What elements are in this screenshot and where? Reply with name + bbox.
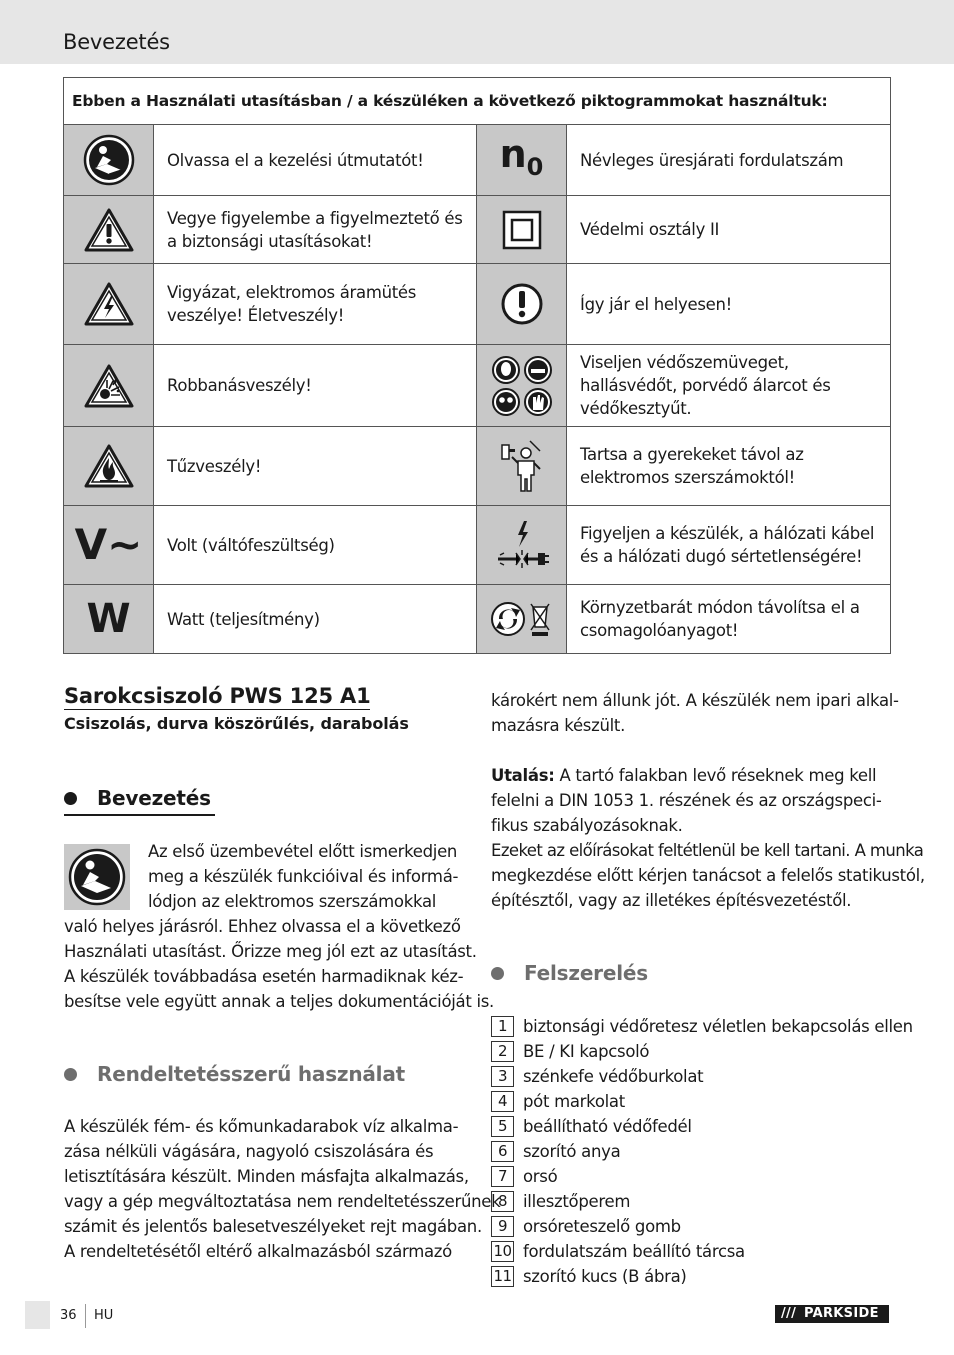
- text-line: való helyes járásról. Ehhez olvassa el a következő: [64, 917, 461, 936]
- text-line: építésztől, vagy az illetékes építésvezetéstől.: [491, 891, 852, 910]
- text-line: felelni a DIN 1053 1. részének és az országspeci-: [491, 791, 882, 810]
- pictogram-text: Volt (váltófeszültség): [154, 506, 477, 585]
- keep-children-away-icon: [477, 427, 567, 506]
- footer-marker: [25, 1301, 50, 1329]
- table-row: [64, 264, 891, 345]
- watt-icon: W: [64, 585, 154, 654]
- pictogram-text: Tartsa a gyerekeket távol az elektromos szerszámoktól!: [567, 427, 891, 506]
- recycling-icon: [477, 585, 567, 654]
- intro-text-beside-icon: [148, 839, 458, 914]
- text-line: A rendeltetésétől eltérő alkalmazásból származó: [64, 1242, 452, 1261]
- table-row: [64, 196, 891, 264]
- text-line: számit és jelentős balesetveszélyeket rejt magában.: [64, 1217, 482, 1236]
- read-manual-icon: [64, 125, 154, 196]
- product-title: Sarokcsiszoló PWS 125 A1: [64, 684, 371, 708]
- text-line: lódjon az elektromos szerszámokkal: [148, 892, 437, 911]
- text-line: Utalás: A tartó falakban levő réseknek meg kell: [491, 766, 877, 785]
- bullet-icon: [491, 967, 504, 980]
- text-line: besítse vele együtt annak a teljes dokumentációját is.: [64, 992, 494, 1011]
- heading-underline: [64, 814, 215, 816]
- pictogram-text: Vegye figyelembe a figyelmeztető és a biztonsági utasításokat!: [154, 196, 477, 264]
- text-line: zása nélküli vágására, nagyoló csiszolására és: [64, 1142, 434, 1161]
- pictogram-text: Névleges üresjárati fordulatszám: [567, 125, 891, 196]
- exclamation-icon: [477, 264, 567, 345]
- intended-use-text: [64, 1114, 500, 1264]
- text-line: vagy a gép megváltoztatása nem rendeltetésszerűnek: [64, 1192, 501, 1211]
- product-subtitle: Csiszolás, durva köszörűlés, darabolás: [64, 714, 409, 733]
- text-line: meg a készülék funkcióival és informá-: [148, 867, 459, 886]
- text-line: A készülék továbbadása esetén harmadiknak kéz-: [64, 967, 464, 986]
- pictogram-text: Watt (teljesítmény): [154, 585, 477, 654]
- protection-class-ii-icon: [477, 196, 567, 264]
- volt-icon: V~: [64, 506, 154, 585]
- pictogram-text: Vigyázat, elektromos áramütés veszélye! Életveszély!: [154, 264, 477, 345]
- table-row: [64, 427, 891, 506]
- pictogram-text: Környzetbarát módon távolítsa el a csomagolóanyagot!: [567, 585, 891, 654]
- explosion-icon: [64, 345, 154, 427]
- parkside-logo: /// PARKSIDE: [775, 1305, 889, 1323]
- table-row: [64, 345, 891, 427]
- page-title: Bevezetés: [63, 30, 170, 54]
- ppe-icon: [477, 345, 567, 427]
- page-number: 36: [60, 1308, 77, 1323]
- text-line: fikus szabályozásoknak.: [491, 816, 683, 835]
- intended-use-continued: [491, 688, 899, 738]
- text-line: Az első üzembevétel előtt ismerkedjen: [148, 842, 458, 861]
- n0-icon: $n_0$: [477, 125, 567, 196]
- table-row: [64, 125, 891, 196]
- read-manual-icon: [64, 844, 130, 910]
- warning-icon: [64, 196, 154, 264]
- pictogram-text: Robbanásveszély!: [154, 345, 477, 427]
- pictogram-text: Így jár el helyesen!: [567, 264, 891, 345]
- damaged-cable-icon: [477, 506, 567, 585]
- pictogram-table: [63, 77, 891, 654]
- language-code: HU: [94, 1308, 114, 1323]
- pictogram-text: Olvassa el a kezelési útmutatót!: [154, 125, 477, 196]
- table-row: [64, 506, 891, 585]
- text-line: letisztítására készült. Minden másfajta alkalmazás,: [64, 1167, 469, 1186]
- note-label: Utalás:: [491, 766, 555, 785]
- intro-text: [64, 914, 494, 1014]
- text-line: A készülék fém- és kőmunkadarabok víz alkalma-: [64, 1117, 459, 1136]
- bullet-icon: [64, 1068, 77, 1081]
- electric-shock-icon: [64, 264, 154, 345]
- note-text: [491, 763, 925, 913]
- table-row: [64, 585, 891, 654]
- text-line: mazásra készült.: [491, 716, 626, 735]
- pictogram-text: Viseljen védőszemüveget, hallásvédőt, porvédő álarcot és védőkesztyűt.: [567, 345, 891, 427]
- pictogram-text: Figyeljen a készülék, a hálózati kábel és a hálózati dugó sértetlenségére!: [567, 506, 891, 585]
- pictogram-text: Tűzveszély!: [154, 427, 477, 506]
- fire-icon: [64, 427, 154, 506]
- text-line: károkért nem állunk jót. A készülék nem ipari alkal-: [491, 691, 899, 710]
- pictogram-text: Védelmi osztály II: [567, 196, 891, 264]
- bullet-icon: [64, 792, 77, 805]
- text-line: Használati utasítást. Őrizze meg jól ezt az utasítást.: [64, 942, 477, 961]
- text-line: megkezdése előtt kérjen tanácsot a felelős statikustól,: [491, 866, 925, 885]
- pictogram-table-heading: Ebben a Használati utasításban / a készüléken a következő piktogrammokat használtuk:: [64, 78, 891, 125]
- text-line: Ezeket az előírásokat feltétlenül be kell tartani. A munka: [491, 841, 924, 860]
- footer-divider: [85, 1304, 86, 1328]
